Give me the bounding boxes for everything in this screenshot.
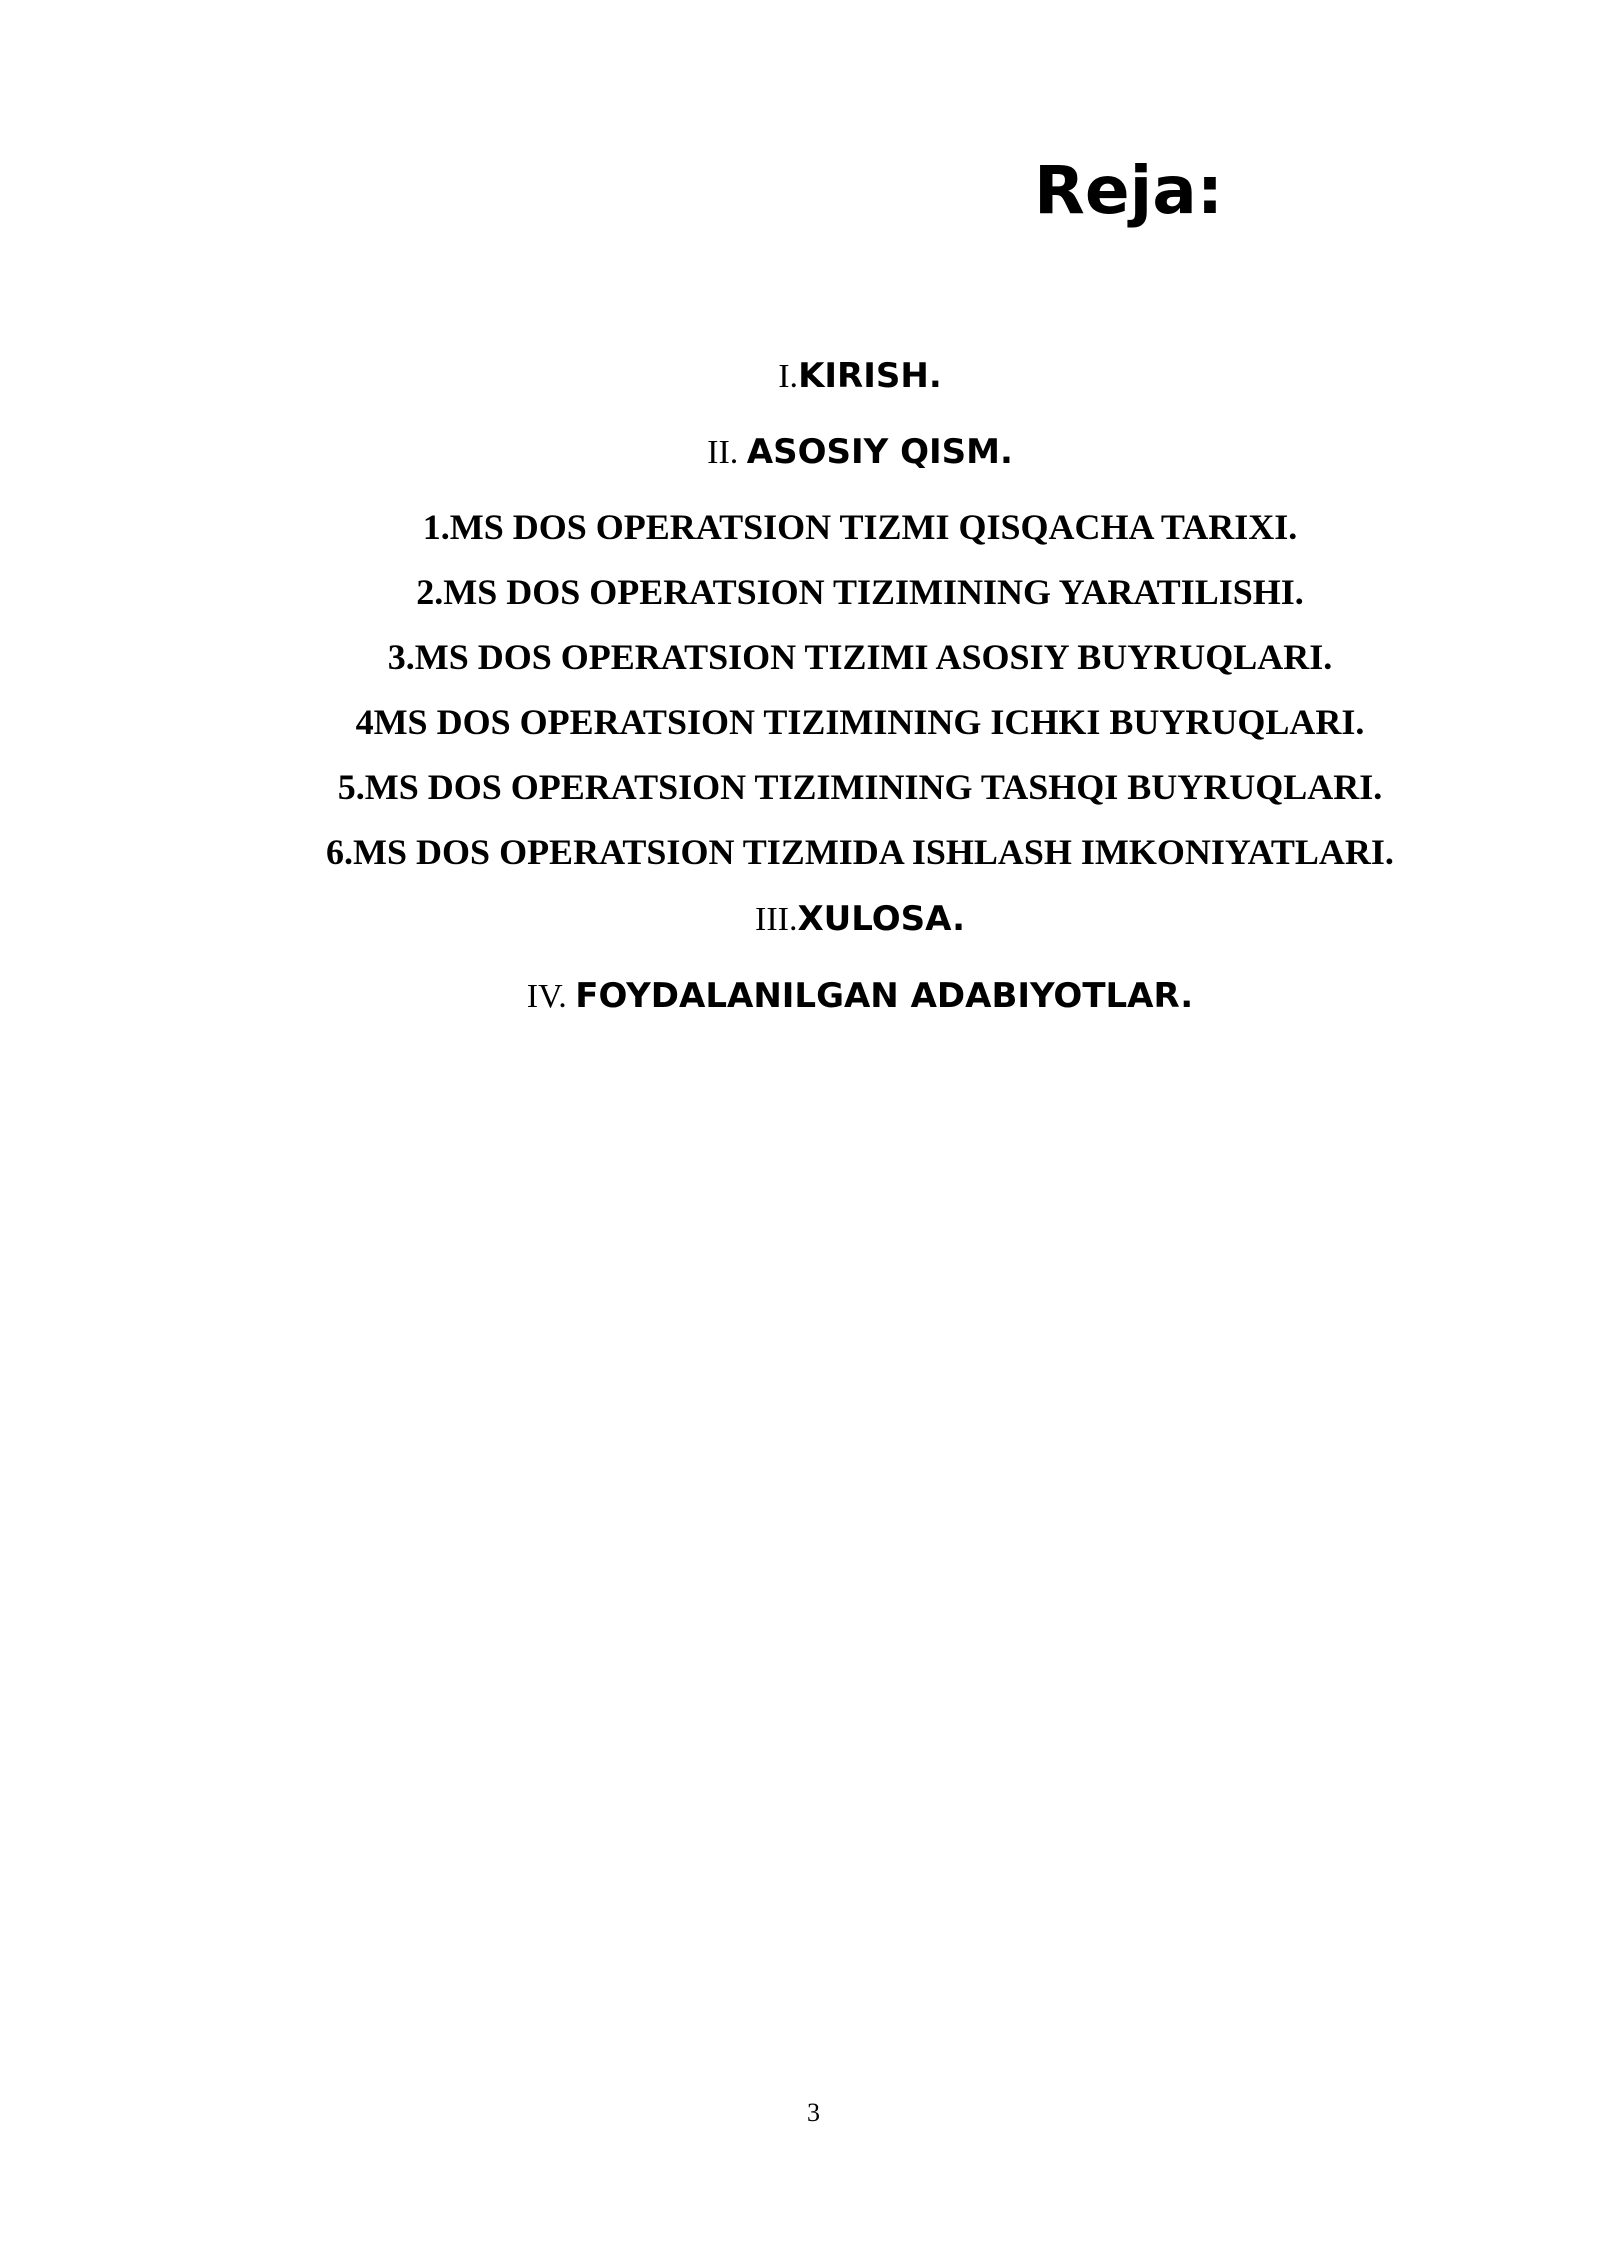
plan-item-numeral: III. bbox=[755, 901, 798, 938]
plan-subitem-6: 6.MS DOS OPERATSION TIZMIDA ISHLASH IMKONIYATLARI. bbox=[326, 832, 1394, 872]
plan-item-label: XULOSA. bbox=[797, 899, 965, 939]
plan-item-references bbox=[0, 976, 1600, 1016]
plan-subitem-5: 5.MS DOS OPERATSION TIZIMINING TASHQI BUYRUQLARI. bbox=[337, 767, 1383, 807]
plan-item-numeral: IV. bbox=[526, 978, 576, 1015]
plan-item-introduction bbox=[0, 356, 1600, 396]
page-title: Reja: bbox=[1034, 152, 1224, 229]
plan-item-label: ASOSIY QISM. bbox=[746, 432, 1013, 472]
plan-subitem-2: 2.MS DOS OPERATSION TIZIMINING YARATILISHI. bbox=[416, 572, 1304, 612]
plan-subitem-3: 3.MS DOS OPERATSION TIZIMI ASOSIY BUYRUQLARI. bbox=[387, 637, 1333, 677]
plan-item-label: FOYDALANILGAN ADABIYOTLAR. bbox=[575, 976, 1194, 1016]
plan-item-conclusion bbox=[0, 899, 1600, 939]
page-number: 3 bbox=[807, 2098, 820, 2127]
plan-item-main-part bbox=[0, 432, 1600, 472]
plan-item-numeral: II. bbox=[707, 434, 747, 471]
plan-item-numeral: I. bbox=[778, 358, 799, 395]
plan-item-label: KIRISH. bbox=[798, 356, 942, 396]
plan-subitem-4: 4MS DOS OPERATSION TIZIMINING ICHKI BUYRUQLARI. bbox=[355, 702, 1365, 742]
plan-subitem-1: 1.MS DOS OPERATSION TIZMI QISQACHA TARIXI. bbox=[422, 507, 1298, 547]
